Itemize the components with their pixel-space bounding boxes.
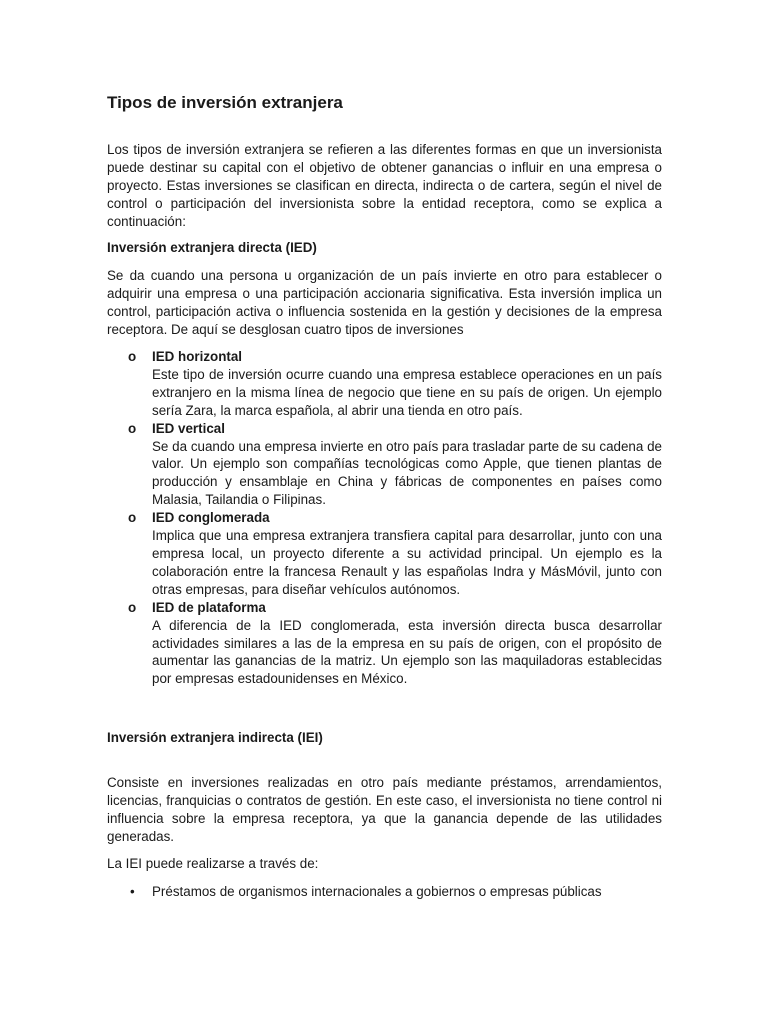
item-title: IED conglomerada	[152, 510, 270, 526]
ied-heading: Inversión extranjera directa (IED)	[107, 240, 317, 255]
list-item-ied-conglomerada	[107, 509, 662, 599]
iei-list	[107, 883, 662, 901]
item-title: IED de plataforma	[152, 599, 266, 615]
iei-lead: La IEI puede realizarse a través de:	[107, 856, 319, 871]
list-marker: o	[128, 510, 137, 526]
item-body: Implica que una empresa extranjera transfiera capital para desarrollar, junto con una empresa local, un proyecto diferente a su actividad principal. Un ejemplo es la colaboración entre la francesa Renault y las españolas Indra y MásMóvil, junto con otras empresas, para diseñar vehículos autónomos.	[152, 528, 662, 597]
iei-heading: Inversión extranjera indirecta (IEI)	[107, 730, 323, 745]
list-item-ied-plataforma	[107, 599, 662, 689]
ied-types-list	[107, 348, 662, 688]
bullet-marker: •	[130, 884, 135, 899]
list-item-iei-prestamos	[107, 883, 662, 901]
intro-paragraph: Los tipos de inversión extranjera se refieren a las diferentes formas en que un inversionista puede destinar su capital con el objetivo de obtener ganancias o influir en una empresa o proyecto. Estas inversiones se clasifican en directa, indirecta o de cartera, según el nivel de control o participación del inversionista sobre la entidad receptora, como se explica a continuación:	[107, 142, 662, 229]
list-marker: o	[128, 420, 137, 436]
item-body: A diferencia de la IED conglomerada, esta inversión directa busca desarrollar actividades similares a las de la empresa en su país de origen, con el propósito de aumentar las ganancias de la matriz. Un ejemplo son las maquiladoras establecidas por empresas estadounidenses en México.	[152, 617, 662, 687]
item-body: Este tipo de inversión ocurre cuando una empresa establece operaciones en un país extranjero en la misma línea de negocio que tiene en su país de origen. Un ejemplo sería Zara, la marca española, al abrir una tienda en otro país.	[152, 366, 662, 418]
document-title: Tipos de inversión extranjera	[107, 93, 343, 112]
list-marker: o	[128, 349, 137, 364]
item-title: IED vertical	[152, 420, 225, 436]
item-body: Préstamos de organismos internacionales a gobiernos o empresas públicas	[152, 884, 602, 899]
list-item-ied-horizontal	[107, 348, 662, 420]
list-marker: o	[128, 599, 137, 615]
ied-paragraph: Se da cuando una persona u organización de un país invierte en otro para establecer o adquirir una empresa o una participación accionaria significativa. Esta inversión implica un control, participación activa o influencia sostenida en la gestión y decisiones de la empresa receptora. De aquí se desglosan cuatro tipos de inversiones	[107, 268, 662, 337]
item-body: Se da cuando una empresa invierte en otro país para trasladar parte de su cadena de valor. Un ejemplo son compañías tecnológicas como Apple, que tienen plantas de producción y ensamblaje en China y fábricas de componentes en países como Malasia, Tailandia o Filipinas.	[152, 438, 662, 508]
iei-paragraph: Consiste en inversiones realizadas en otro país mediante préstamos, arrendamientos, licencias, franquicias o contratos de gestión. En este caso, el inversionista no tiene control ni influencia sobre la empresa receptora, ya que la ganancia depende de las utilidades generadas.	[107, 775, 662, 844]
list-item-ied-vertical	[107, 420, 662, 510]
item-title: IED horizontal	[152, 349, 243, 364]
